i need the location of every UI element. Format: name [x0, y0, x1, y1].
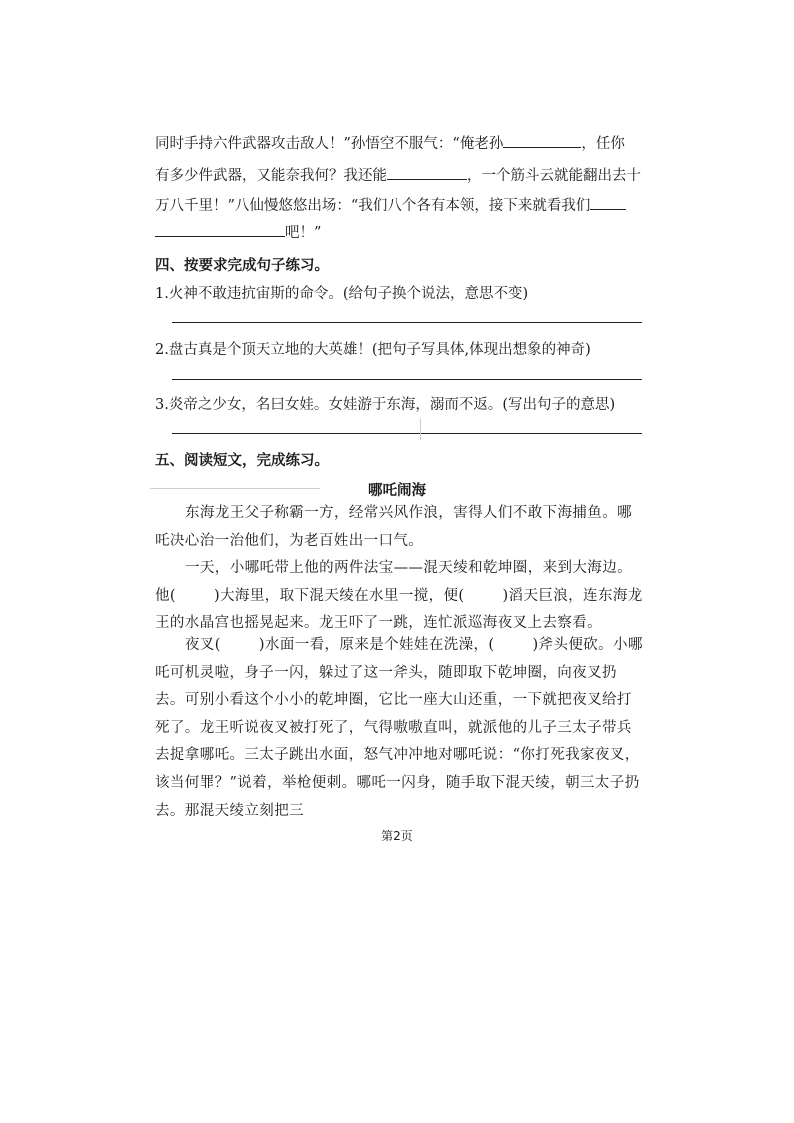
paragraph-text: 夜叉( — [185, 637, 221, 653]
fill-blank[interactable] — [155, 222, 285, 237]
scan-artifact — [420, 418, 421, 440]
carryover-text: ，任你 — [581, 136, 625, 152]
carryover-text: 万八千里！”八仙慢悠悠出场：“我们八个各有本领，接下来就看我们 — [155, 198, 591, 214]
paragraph-text: 东海龙王父子称霸一方，经常兴风作浪，害得人们不敢下海捕鱼。哪吒决心治一治他们，为老百姓出一口气。 — [155, 505, 632, 549]
paragraph-text: 一天，小哪吒带上他的两件法宝——混天绫和乾坤圈，来到大海边。他 — [155, 560, 632, 604]
fill-blank[interactable] — [387, 165, 467, 180]
fill-blank[interactable] — [503, 133, 581, 148]
paragraph-text: )大海里，取下混天绫在水里一搅，便( — [213, 587, 465, 604]
answer-line[interactable] — [172, 433, 642, 434]
carryover-text: 有多少件武器，又能奈我何？我还能 — [155, 168, 387, 184]
carryover-line-1 — [155, 132, 645, 153]
paragraph-text: )滔天巨浪，连东海龙王的水晶宫也摇晃起来。龙王吓了一跳，连忙派巡海夜叉上去察看。 — [155, 587, 643, 632]
story-paragraph-1 — [155, 500, 645, 555]
carryover-text: 同时手持六件武器攻击敌人！”孙悟空不服气：“俺老孙 — [155, 136, 504, 152]
fill-blank[interactable] — [590, 195, 626, 210]
section-4-heading: 四、按要求完成句子练习。 — [155, 258, 329, 274]
paragraph-text: )水面一看，原来是个娃娃在洗澡，( — [258, 637, 495, 653]
story-title: 哪吒闹海 — [368, 483, 426, 499]
page-number: 第2页 — [381, 829, 413, 843]
carryover-line-2 — [155, 164, 645, 185]
story-paragraph-2 — [155, 555, 645, 638]
answer-line[interactable] — [172, 379, 642, 380]
paragraph-text: )斧头便砍。小哪吒可机灵啦，身子一闪，躲过了这一斧头，随即取下乾坤圈，向夜叉扔去。可别小看这个小小的乾坤圈，它比一座大山还重，一下就把夜叉给打死了。龙王听说夜叉被打死了，气得嗷嗷直叫，就派他的儿子三太子带兵去捉拿哪吒。三太子跳出水面，怒气冲冲地对哪吒说：“你打死我家夜叉，该当何罪？”说着，举枪便刺。哪吒一闪身，随手取下混天绫，朝三太子扔去。那混天绫立刻把三 — [155, 637, 643, 819]
carryover-line-3 — [155, 194, 645, 215]
answer-line[interactable] — [172, 322, 642, 323]
exercise-item-1: 1.火神不敢违抗宙斯的命令。(给句子换个说法，意思不变) — [155, 286, 529, 302]
carryover-line-4 — [155, 221, 645, 242]
story-paragraph-3 — [155, 632, 645, 825]
section-5-heading: 五、阅读短文，完成练习。 — [155, 453, 329, 469]
exercise-item-2: 2.盘古真是个顶天立地的大英雄！(把句子写具体,体现出想象的神奇) — [155, 342, 591, 358]
paragraph-text: ( — [169, 587, 176, 604]
carryover-text: 吧！” — [285, 225, 322, 241]
exercise-item-3: 3.炎帝之少女，名曰女娃。女娃游于东海，溺而不返。(写出句子的意思) — [155, 397, 616, 413]
carryover-text: ，一个筋斗云就能翻出去十 — [467, 168, 641, 184]
scan-artifact — [150, 488, 320, 489]
